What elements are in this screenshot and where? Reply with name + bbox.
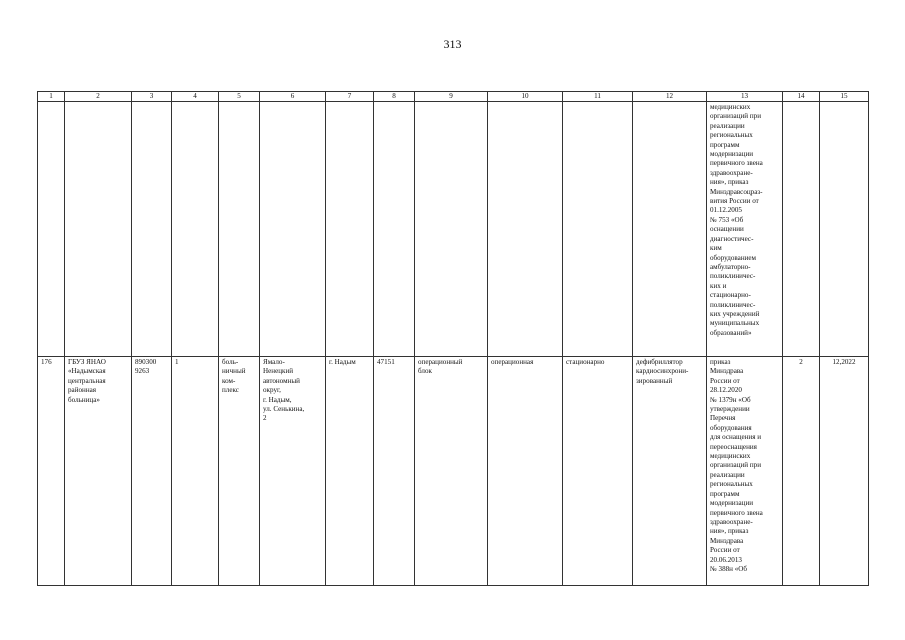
cont-cell-14	[783, 102, 820, 357]
cont-cell-2	[65, 102, 132, 357]
quantity-cell: 2	[783, 357, 820, 586]
table-row	[38, 357, 869, 586]
cont-cell-15	[820, 102, 869, 357]
header-col-4: 4	[172, 92, 219, 102]
col4-cell: 1	[172, 357, 219, 586]
city-cell: г. Надым	[326, 357, 374, 586]
cont-cell-1	[38, 102, 65, 357]
department-cell: операционный блок	[415, 357, 488, 586]
header-col-10: 10	[488, 92, 563, 102]
building-type-cell: боль- ничный ком- плекс	[219, 357, 260, 586]
equipment-table	[37, 91, 869, 586]
cont-cell-6	[260, 102, 326, 357]
header-col-7: 7	[326, 92, 374, 102]
inn-cell: 890300 9263	[132, 357, 172, 586]
header-col-8: 8	[374, 92, 415, 102]
equipment-cell: дефибриллятор кардиосинхрони- зированный	[633, 357, 707, 586]
header-col-9: 9	[415, 92, 488, 102]
cont-cell-10	[488, 102, 563, 357]
address-cell: Ямало- Ненецкий автономный округ, г. Надым, ул. Сенькина, 2	[260, 357, 326, 586]
page-number: 313	[443, 37, 462, 51]
room-cell: операционная	[488, 357, 563, 586]
header-row	[38, 92, 869, 102]
date-cell: 12,2022	[820, 357, 869, 586]
cont-cell-5	[219, 102, 260, 357]
cont-legal-basis-cell: медицинских организаций при реализации региональных программ модернизации первичного звена здравоохране- ния», приказ Минздравсоцраз- вития России от 01.12.2005 № 753 «Об оснащении диагностичес- ким оборудованием амбулаторно- поликлиничес- ких и стационарно- поликлиничес- ких учреждений муниципальных образований»	[707, 102, 783, 357]
cont-cell-12	[633, 102, 707, 357]
legal-basis-cell: приказ Минздрава России от 28.12.2020 № 1379н «Об утверждении Перечня оборудования для оснащения и переоснащения медицинских организаций при реализации региональных программ модернизации первичного звена здравоохране- ния», приказ Минздрава России от 20.06.2013 № 388н «Об	[707, 357, 783, 586]
cont-cell-4	[172, 102, 219, 357]
cont-cell-3	[132, 102, 172, 357]
header-col-14: 14	[783, 92, 820, 102]
cont-cell-7	[326, 102, 374, 357]
header-col-13: 13	[707, 92, 783, 102]
header-col-3: 3	[132, 92, 172, 102]
row-number-cell: 176	[38, 357, 65, 586]
code-cell: 47151	[374, 357, 415, 586]
header-col-6: 6	[260, 92, 326, 102]
header-col-15: 15	[820, 92, 869, 102]
header-col-2: 2	[65, 92, 132, 102]
continuation-row	[38, 102, 869, 357]
header-col-11: 11	[563, 92, 633, 102]
header-col-1: 1	[38, 92, 65, 102]
header-col-12: 12	[633, 92, 707, 102]
cont-cell-8	[374, 102, 415, 357]
header-col-5: 5	[219, 92, 260, 102]
cont-cell-9	[415, 102, 488, 357]
care-type-cell: стационарно	[563, 357, 633, 586]
cont-cell-11	[563, 102, 633, 357]
organization-cell: ГБУЗ ЯНАО «Надымская центральная районная больница»	[65, 357, 132, 586]
